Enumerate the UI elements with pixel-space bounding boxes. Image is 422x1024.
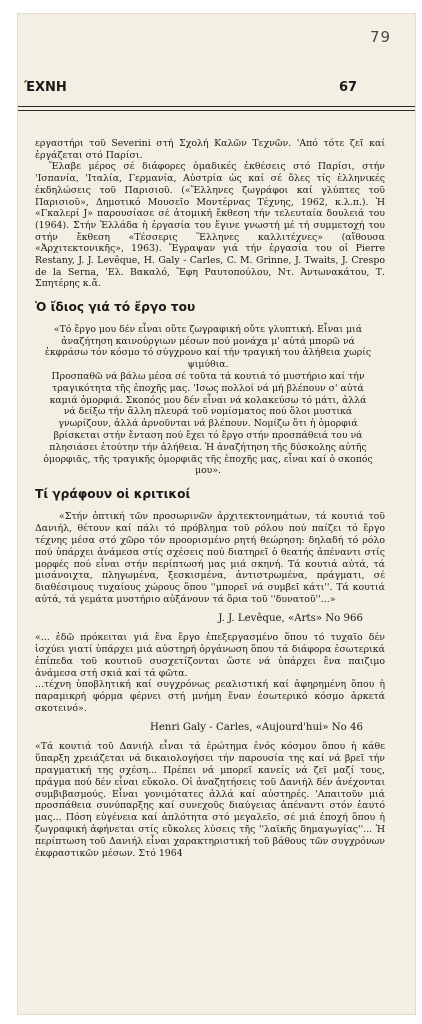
section-heading-artist: Ὁ ἴδιος γιά τό ἔργο του bbox=[35, 300, 196, 315]
handwritten-page-number: 79 bbox=[370, 28, 392, 46]
quote-paragraph: Προσπαθῶ νά βάλω μέσα σέ τοῦτα τά κουτιά τό μυστήριο καί τήν τραγικότητα τῆς ἐποχῆς μας. 'Ισως πολλοί νά μή βλέπουν σ' αὐτά καμιά ὀμορφιά. Σκοπός μου δέν εἶναι νά κολακεύσω τό μάτι, ἀλλά νά δείξω τήν ἄλλη πλευρά τοῦ νομίσματος πού ὅλοι μυστικά γνωρίζουν, ἀλλά ἀρνοῦνται νά βλέπουν. Νομίζω ὅτι ἡ ὀμορφιά βρίσκεται στήν ἔνταση πού ἔχει τό ἔργο στήν προσπάθειά του νά πλησιάσει ἐτούτην τήν ἀλήθεια. Ἡ ἀναζήτηση τῆς δύσκολης αὐτῆς ὀμορφιᾶς, τῆς τραγικῆς ὀμορφιᾶς τῆς ἐποχῆς μας, εἶναι καί ὁ σκοπός μου». bbox=[43, 371, 373, 477]
critic-quote: ...τέχνη ὑποβλητική καί συγχρόνως ρεαλιστική καί ἀφηρημένη ὅπου ἡ παραμικρή φόρμα φέρνει στή μνήμη ἕναν ἐσωτερικό κόσμο ἀρκετά σκοτεινό». bbox=[35, 679, 385, 715]
critic-signature: Henri Galy - Carles, «Aujourd'hui» No 46 bbox=[149, 722, 363, 734]
page-number: 67 bbox=[339, 80, 358, 95]
intro-paragraph: εργαστήρι τοῦ Severini στή Σχολή Καλῶν Τεχνῶν. 'Από τότε ζεῖ καί ἐργάζεται στό Παρίσι. bbox=[35, 138, 385, 161]
critic-quote: «Τά κουτιά τοῦ Δανιήλ εἶναι τά ἐρώτημα ἑνός κόσμου ὅπου ἡ κάθε ὕπαρξη χρειάζεται νά δικαιολογήσει τήν παρουσία της καί νά βρεῖ τήν πραγματική της σχέση... Πρέπει νά μπορεῖ κανείς νά ζεῖ μαζί τους, πράγμα πού δέν εἶναι εὔκολο. Οἱ ἀναζητήσεις τοῦ Δανιήλ δέν ἀνέχονται συμβιβασμούς. Εἶναι γονιμότατες ἀλλά καί αὐστηρές. 'Απαιτοῦν μιά προσπάθεια συνύπαρξης καί συνεχοῦς διαύγειας ἀπέναντι στόν ἑαυτό μας... Πόση εὐγένεια καί ἁπλότητα στό μεγαλεῖο, σέ μιά ἐποχή ὅπου ἡ ζωγραφική ἀφήνεται στίς εὔκολες λύσεις τῆς ''λαϊκῆς δημαγωγίας''... Ἡ περίπτωση τοῦ Δανιήλ εἶναι χαρακτηριστική τοῦ βάθους τῶν συγχρόνων ἐκφραστικῶν μέσων. Στό 1964 bbox=[35, 740, 385, 860]
critic-quote: «Στήν ὀπτική τῶν προσωρινῶν ἀρχιτεκτονημάτων, τά κουτιά τοῦ Δανιήλ, θέτουν καί πάλι τό πρόβλημα τοῦ ρόλου πού παίζει τό ἔργο τέχνης μέσα στό χῶρο τόν προορισμένο ρητή θεώρηση: δηλαδή τό ρόλο πού ὑπάρχει ἀνάμεσα στίς σχέσεις πού διατηρεῖ ὁ θεατής ἀπέναντι στίς μορφές πού εἶναι στήν περίπτωσή μας μιά σκηνή. Τά κουτιά αὐτά, τά μισάνοιχτα, πληγωμένα, ξεσκισμένα, ἀντιστρωμένα, πράγματι, σέ διαθέσιμους τυχαίους χώρους ὅπου ''μπορεῖ νά συμβεῖ κάτι''. Τά κουτιά αὐτά, τά γεμάτα μυστήριο αὐξάνουν τά ὅρια τοῦ ''δυνατοῦ''...» bbox=[35, 510, 385, 606]
critic-quote: «... ἐδῶ πρόκειται γιά ἕνα ἔργο ἐπεξεργασμένο ὅπου τό τυχαῖο δέν ἰσχύει γιατί ὑπάρχει μιά αὐστηρή ὀργάνωση ὅπου τά διάφορα ἐσωτερικά ἐπίπεδα τοῦ κουτιοῦ συσχετίζονται ὥστε νά ὑπάρχει ἕνα παιζιμο ἀνάμεσα στή σκιά καί τά φῶτα. bbox=[35, 631, 385, 679]
header-rule bbox=[18, 106, 415, 111]
artist-quote bbox=[43, 324, 373, 477]
running-header: ΈΧΝΗ bbox=[24, 80, 67, 95]
newspaper-clipping bbox=[18, 14, 415, 1014]
article-column bbox=[35, 138, 385, 860]
critic-signature: J. J. Levêque, «Arts» No 966 bbox=[218, 613, 363, 625]
quote-paragraph: «Τό ἔργο μου δέν εἶναι οὔτε ζωγραφική οὔτε γλυπτική. Εἶναι μιά ἀναζήτηση καινούργιων μέσων πού μονάχα μ' αὐτά μπορῶ νά ἐκφράσω τόν κόσμο τό σύγχρονο καί τήν τραγική του ἀλήθεια χωρίς ψιμύθια. bbox=[44, 323, 372, 371]
intro-paragraph: Ἔλαβε μέρος σέ διάφορες ὁμαδικές ἐκθέσεις στό Παρίσι, στήν 'Ισπανία, 'Ιταλία, Γερμανία, Αὐστρία ὡς καί σέ ὅλες τίς ἑλληνικές ἐκδηλώσεις τοῦ Παρισιοῦ. («Ἕλληνες ζωγράφοι καί γλύπτες τοῦ Παρισιοῦ», Δημοτικό Μουσεῖο Μοντέρνας Τέχνης, 1962, κ.λ.π.). Ἡ «Γκαλερί J» παρουσίασε σέ ἀτομική ἔκθεση τήν τελευταία δουλειά του (1964). Στήν Ἑλλάδα ἡ ἐργασία του ἔγινε γνωστή μέ τή συμμετοχή του στήν ἔκθεση «Τέσσερις Ἕλληνες καλλιτέχνες» (αἴθουσα «Ἀρχιτεκτονικῆς», 1963). Ἔγραψαν γιά τήν ἐργασία του οἱ Pierre Restany, J. J. Levêque, H. Galy - Carles, C. M. Grinne, J. Twaits, J. Crespo de la Serna, 'Ελ. Βακαλό, Ἔφη Ραυτοπούλου, Ντ. Ἀντωνακάτου, Τ. Σπητέρης κ.ἄ. bbox=[35, 161, 385, 290]
section-heading-critics: Τί γράφουν οἱ κριτικοί bbox=[35, 487, 191, 502]
